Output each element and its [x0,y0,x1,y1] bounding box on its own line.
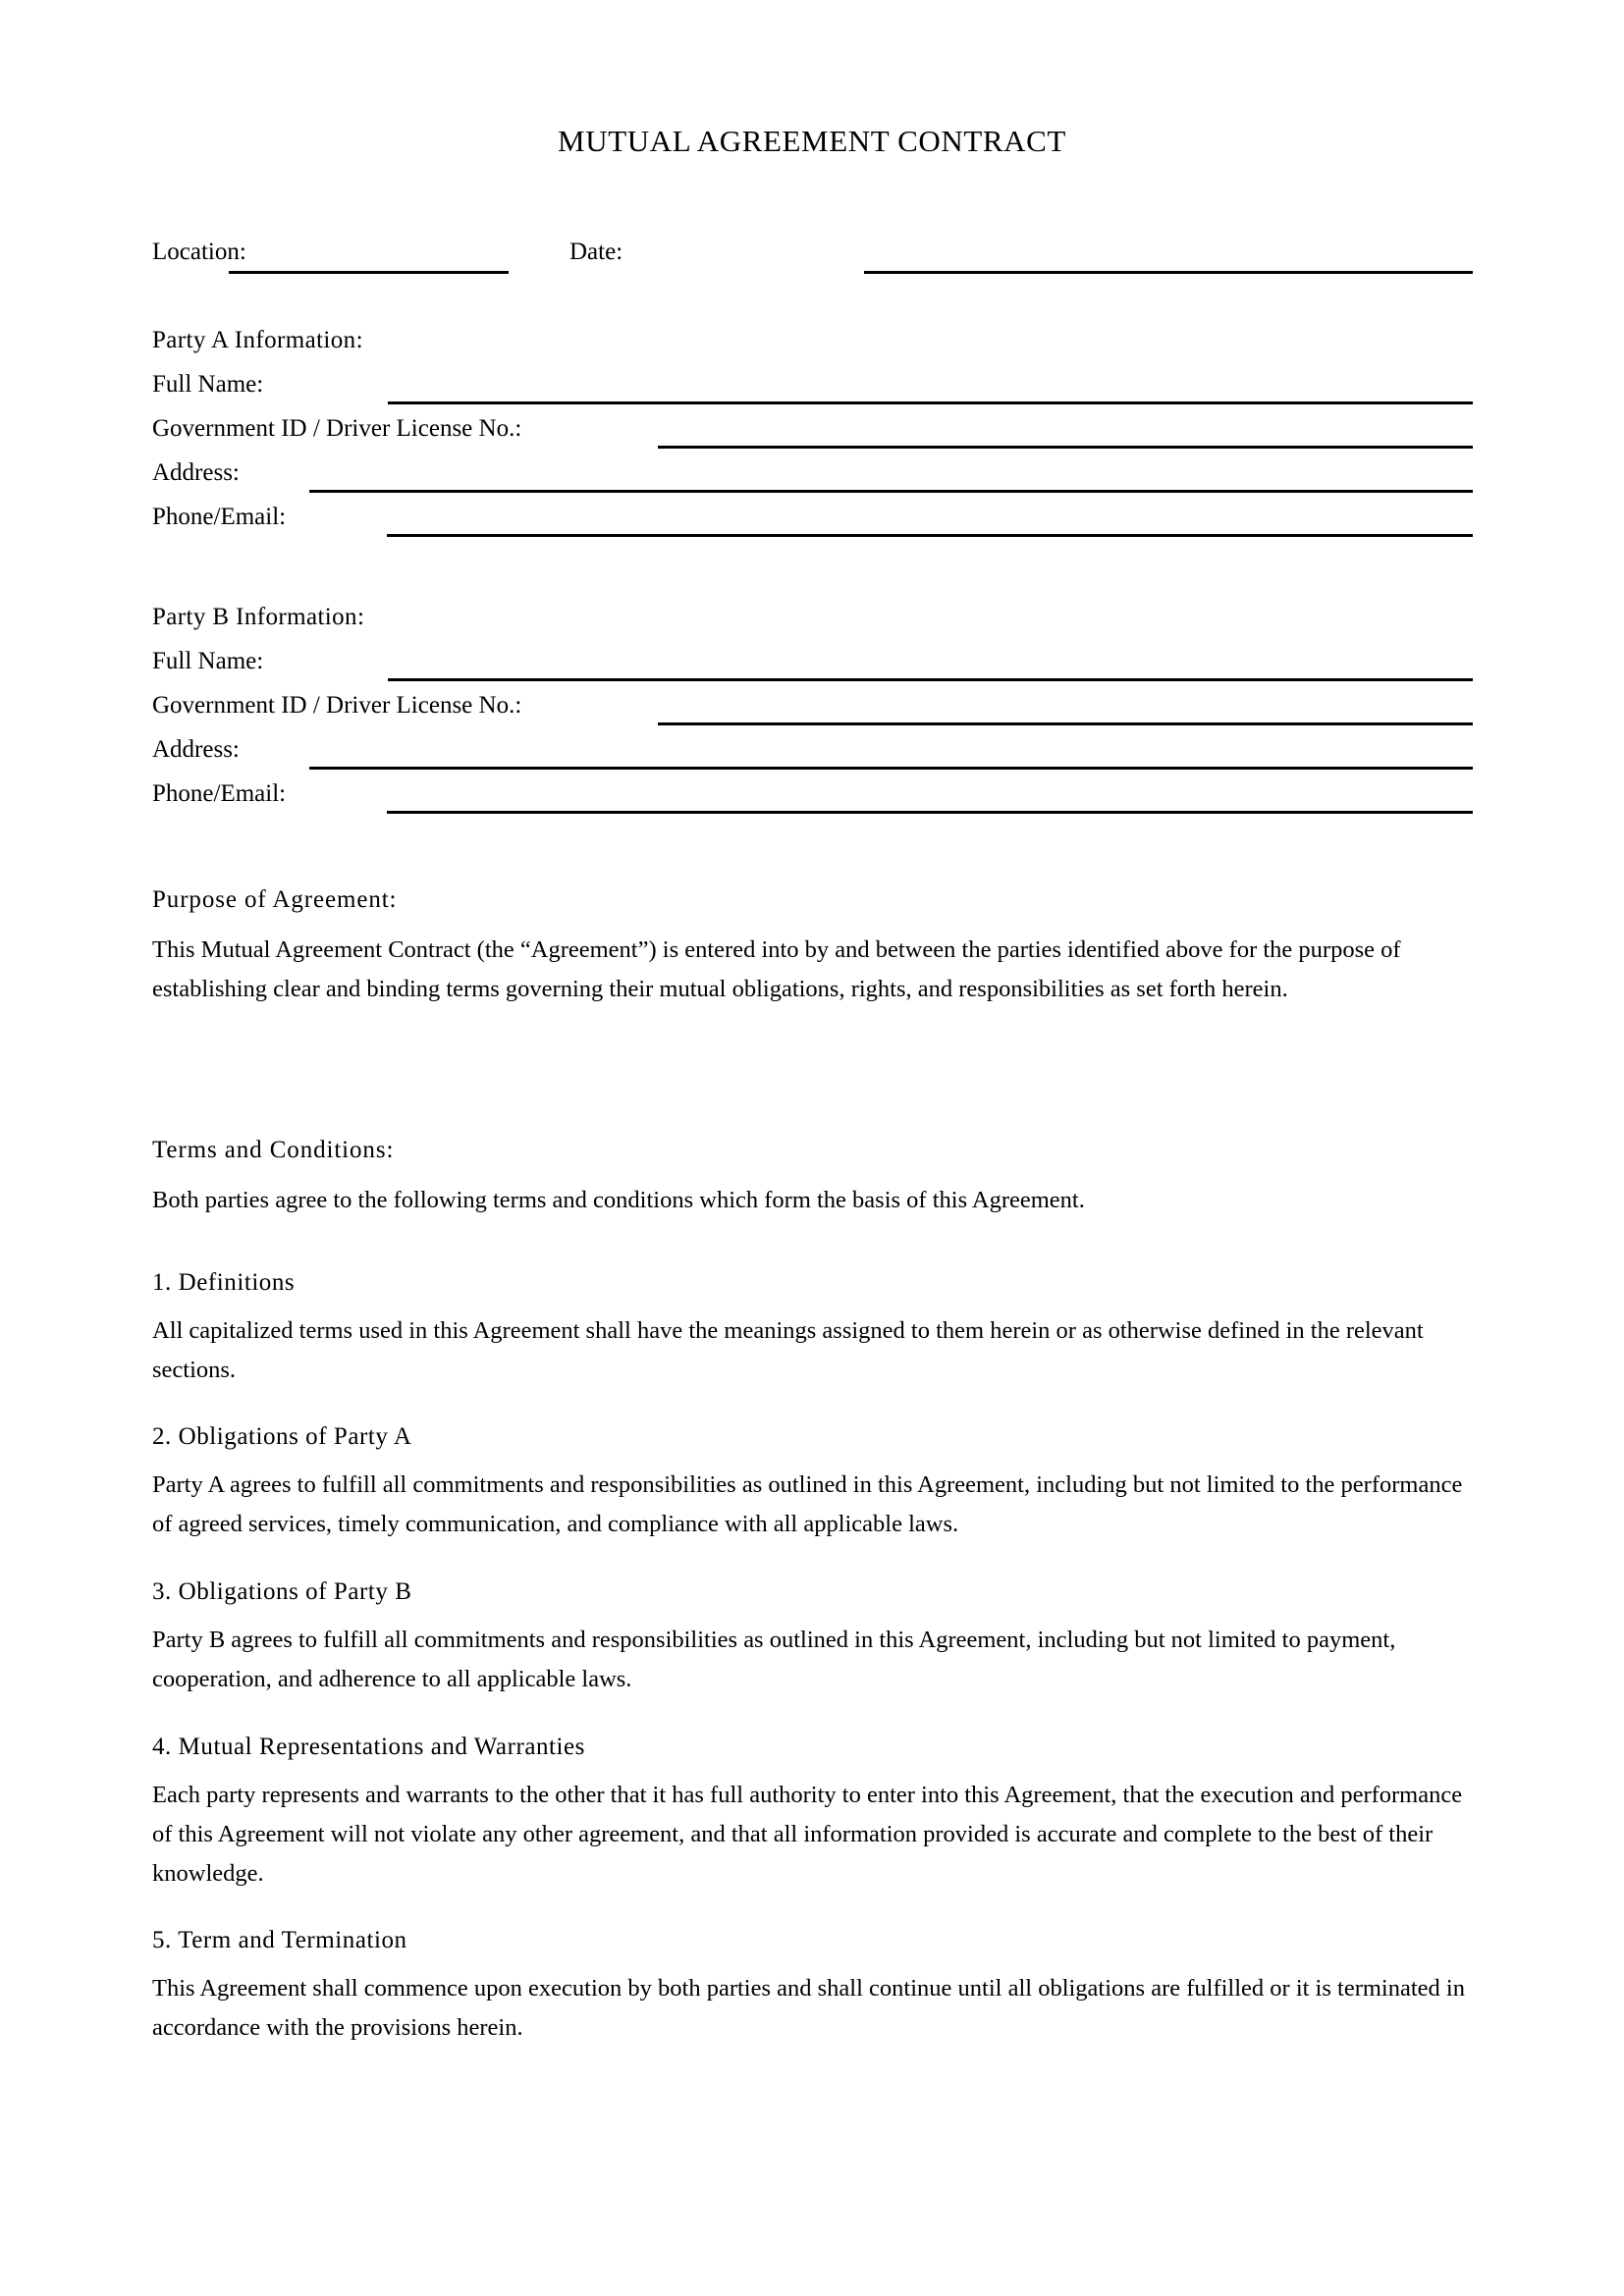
party-a-gov-id-field [152,412,1473,456]
party-a-phone-email-input-line[interactable] [387,534,1473,537]
party-a-gov-id-input-line[interactable] [658,446,1473,449]
party-b-gov-id-field [152,689,1473,733]
party-a-address-label: Address: [152,459,240,486]
party-b-address-input-line[interactable] [309,767,1473,770]
clause-2 [152,1420,1473,1544]
location-label: Location: [152,239,246,265]
party-a-section [152,324,1473,545]
clause-1 [152,1266,1473,1390]
clause-2-body: Party A agrees to fulfill all commitments and responsibilities as outlined in this Agreement, including but not limited to the performance of agreed services, timely communication, and compliance with all applicable laws. [152,1471,1463,1537]
clause-4-heading: 4. Mutual Representations and Warranties [152,1734,585,1760]
party-b-phone-email-label: Phone/Email: [152,780,287,807]
party-b-section [152,601,1473,822]
party-b-address-field [152,733,1473,777]
party-b-phone-email-field [152,777,1473,822]
clause-3 [152,1575,1473,1699]
purpose-section [152,883,1473,1009]
clause-3-body: Party B agrees to fulfill all commitments and responsibilities as outlined in this Agreement, including but not limited to payment, cooperation, and adherence to all applicable laws. [152,1627,1396,1692]
clause-5-body: This Agreement shall commence upon execution by both parties and shall continue until all obligations are fulfilled or it is terminated in accordance with the provisions herein. [152,1975,1465,2041]
party-a-heading: Party A Information: [152,327,363,353]
location-date-row [152,236,1473,281]
party-a-gov-id-label: Government ID / Driver License No.: [152,415,522,442]
party-a-address-field [152,456,1473,501]
purpose-body: This Mutual Agreement Contract (the “Agreement”) is entered into by and between the parties identified above for the purpose of establishing clear and binding terms governing their mutual obligations, rights, and responsibilities as set forth herein. [152,936,1401,1002]
clause-2-heading: 2. Obligations of Party A [152,1423,412,1450]
party-a-phone-email-label: Phone/Email: [152,504,287,530]
party-a-full-name-label: Full Name: [152,371,264,398]
date-input-line[interactable] [864,271,1473,274]
date-label: Date: [569,239,623,265]
clause-5 [152,1924,1473,2048]
party-a-full-name-input-line[interactable] [388,401,1473,404]
party-b-phone-email-input-line[interactable] [387,811,1473,814]
clause-4-body: Each party represents and warrants to the other that it has full authority to enter into this Agreement, that the execution and performance of this Agreement will not violate any other agreement, and that all information provided is accurate and complete to the best of their knowledge. [152,1782,1463,1887]
party-b-gov-id-label: Government ID / Driver License No.: [152,692,522,719]
location-input-line[interactable] [229,271,509,274]
clause-1-body: All capitalized terms used in this Agreement shall have the meanings assigned to them herein or as otherwise defined in the relevant sections. [152,1317,1424,1383]
party-a-address-input-line[interactable] [309,490,1473,493]
purpose-heading: Purpose of Agreement: [152,886,398,913]
clause-1-heading: 1. Definitions [152,1269,296,1296]
clause-3-heading: 3. Obligations of Party B [152,1578,412,1605]
party-a-phone-email-field [152,501,1473,545]
terms-heading: Terms and Conditions: [152,1137,395,1163]
party-b-full-name-input-line[interactable] [388,678,1473,681]
terms-intro: Both parties agree to the following terms and conditions which form the basis of this Agreement. [152,1187,1085,1213]
party-b-gov-id-input-line[interactable] [658,722,1473,725]
party-b-address-label: Address: [152,736,240,763]
party-b-full-name-field [152,645,1473,689]
clause-4 [152,1731,1473,1894]
terms-section [152,1134,1473,1220]
page-title: MUTUAL AGREEMENT CONTRACT [558,124,1066,158]
party-b-heading: Party B Information: [152,604,365,630]
party-a-full-name-field [152,368,1473,412]
party-b-full-name-label: Full Name: [152,648,264,674]
clause-5-heading: 5. Term and Termination [152,1927,407,1953]
